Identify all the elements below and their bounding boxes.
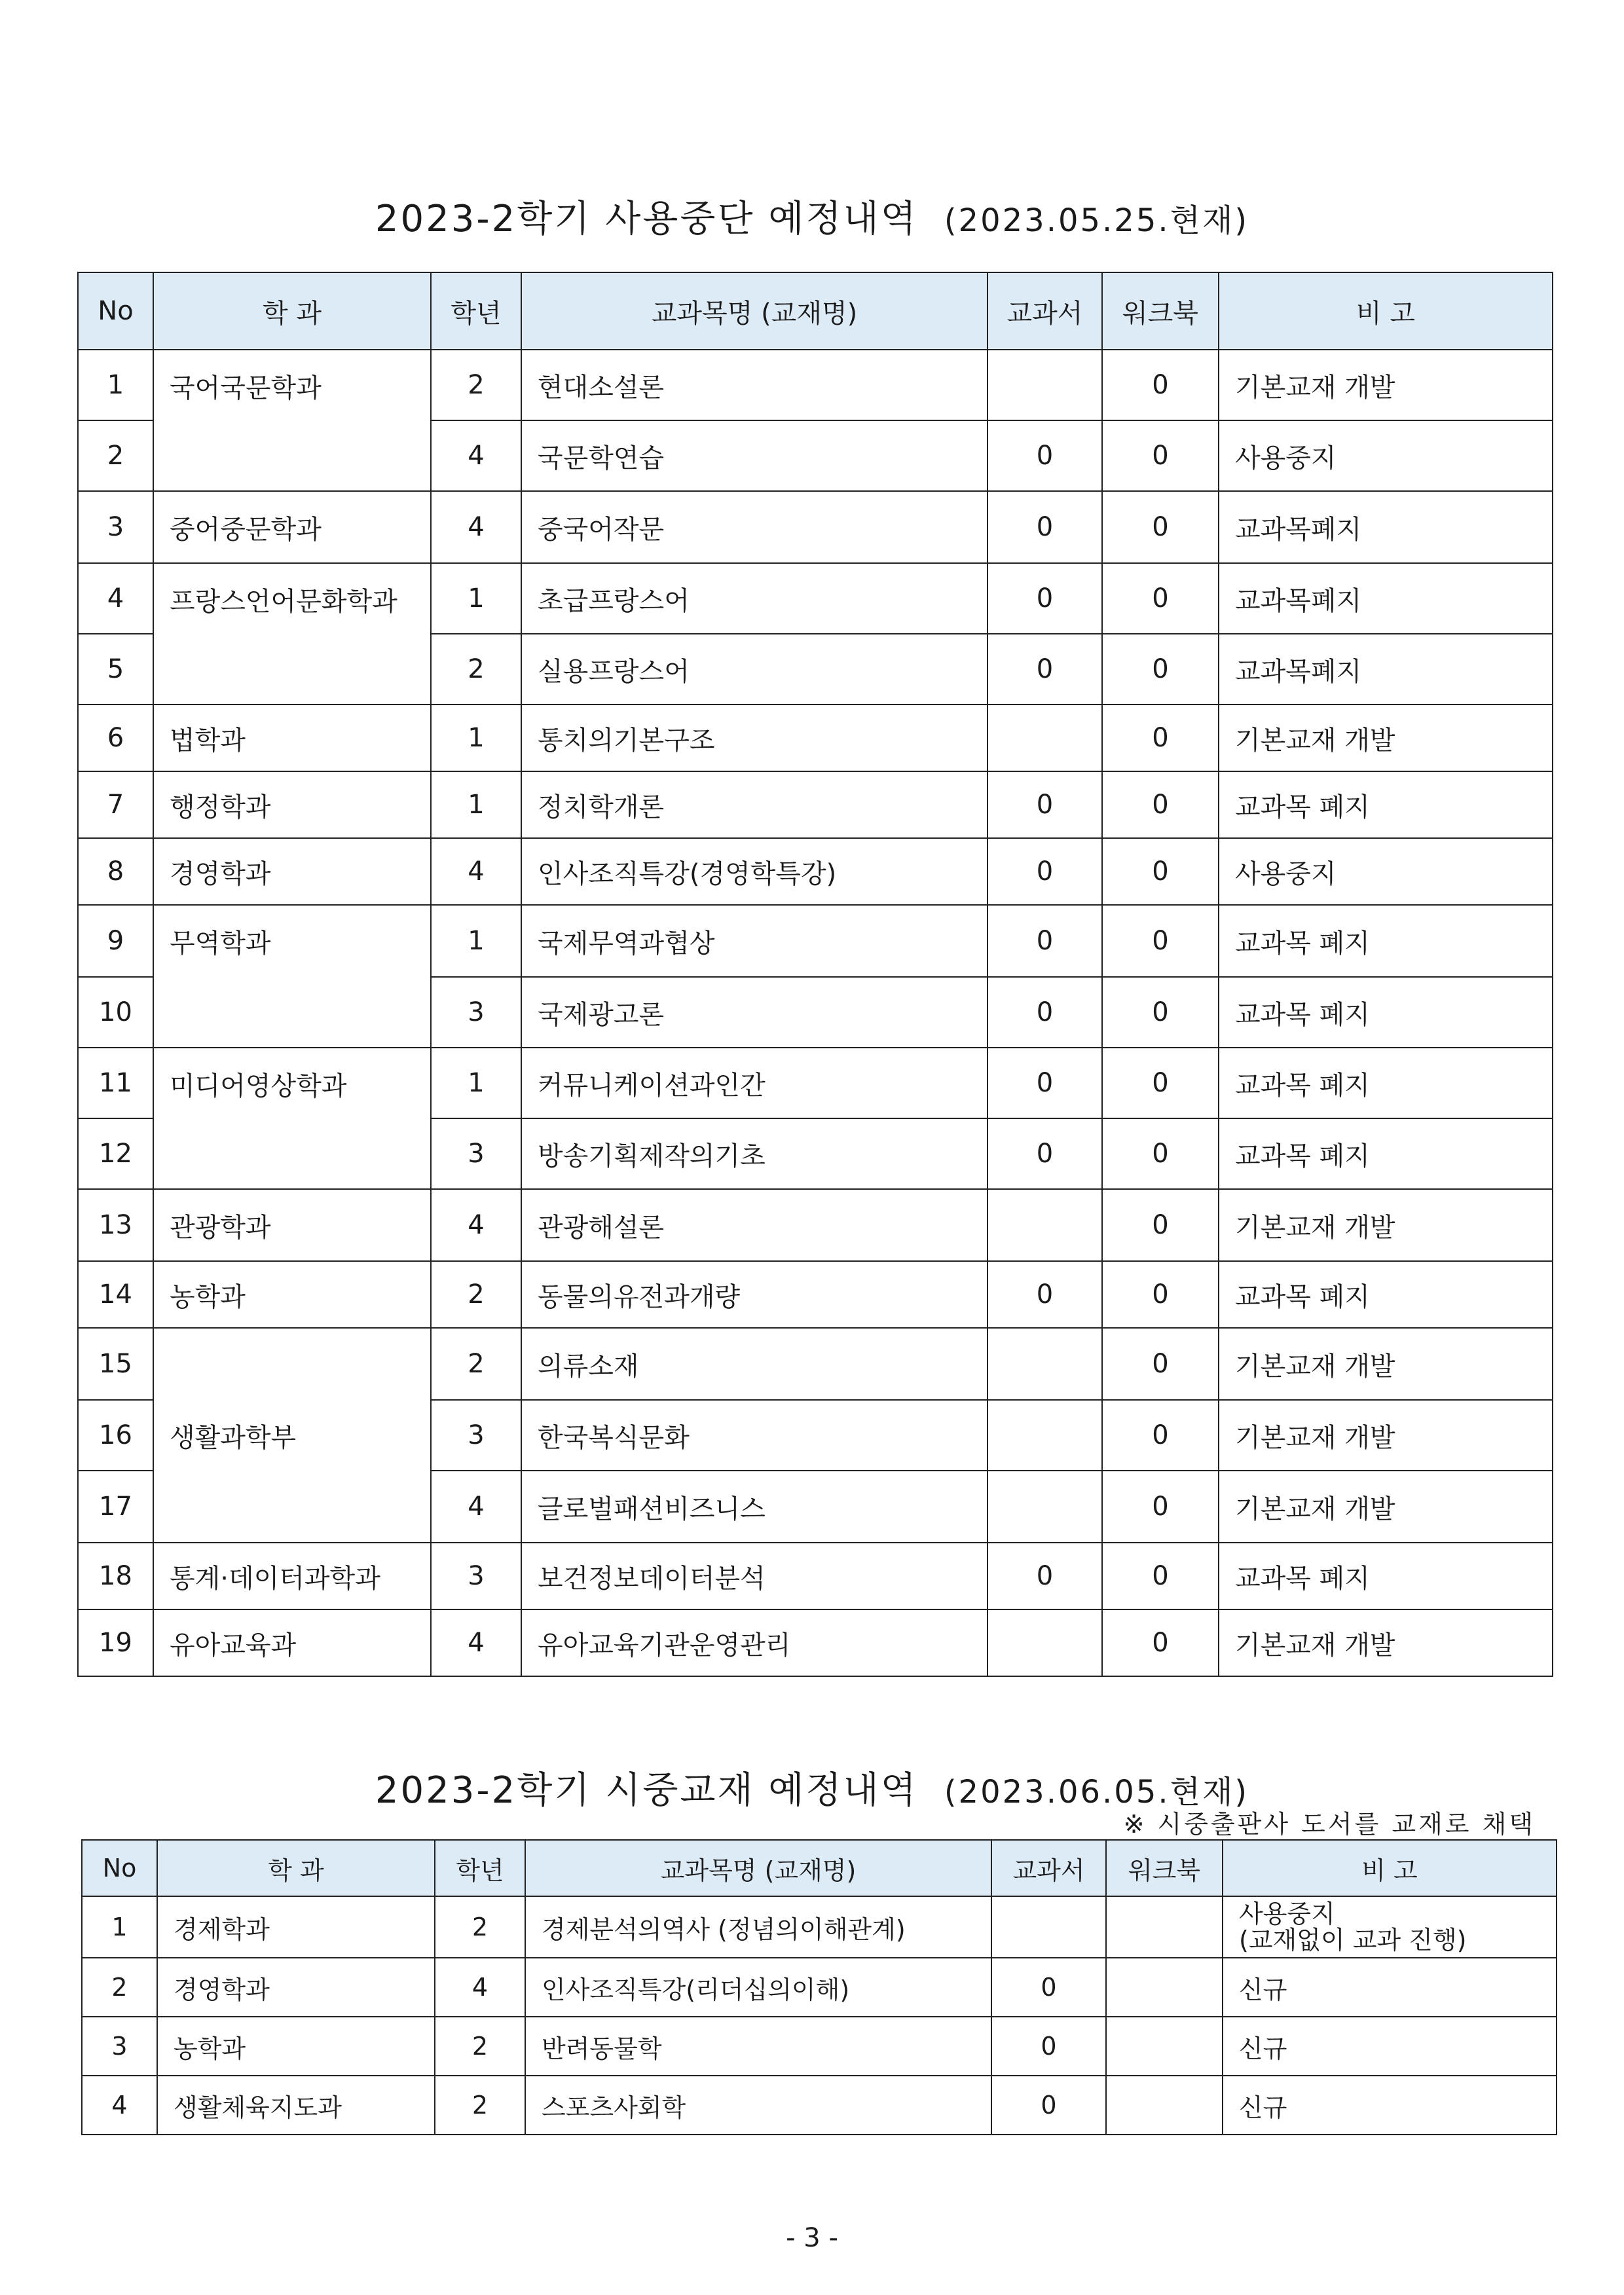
page-number: - 3 - (786, 2223, 838, 2253)
row-dept: 관광학과 (153, 1189, 431, 1261)
table-row (78, 350, 1553, 420)
row-note: 교과목 폐지 (1219, 1261, 1553, 1328)
row-textbook (987, 350, 1102, 420)
table-row (82, 2017, 1557, 2076)
row-note: 신규 (1223, 1958, 1557, 2017)
row-note: 기본교재 개발 (1219, 1609, 1553, 1676)
row-course: 커뮤니케이션과인간 (521, 1048, 987, 1118)
row-year: 4 (431, 420, 521, 491)
row-year: 3 (431, 977, 521, 1048)
table-row (78, 905, 1553, 977)
table-row (78, 1609, 1553, 1676)
row-workbook: 0 (1102, 1189, 1219, 1261)
row-note: 교과목 폐지 (1219, 1048, 1553, 1118)
header-no: No (82, 1840, 157, 1896)
table-row (78, 1189, 1553, 1261)
row-note: 교과목 폐지 (1219, 1118, 1553, 1189)
row-dept: 법학과 (153, 705, 431, 771)
row-workbook: 0 (1102, 977, 1219, 1048)
row-year: 3 (431, 1118, 521, 1189)
row-no: 6 (78, 705, 153, 771)
row-note: 교과목폐지 (1219, 563, 1553, 634)
row-year: 1 (431, 563, 521, 634)
table-row (82, 1958, 1557, 2017)
row-course: 한국복식문화 (521, 1400, 987, 1471)
table-row (82, 1896, 1557, 1958)
row-dept: 경영학과 (153, 838, 431, 905)
row-textbook: 0 (987, 563, 1102, 634)
row-no: 15 (78, 1328, 153, 1400)
row-dept: 중어중문학과 (153, 491, 431, 563)
row-year: 1 (431, 1048, 521, 1118)
row-year: 2 (435, 2076, 525, 2135)
table-row (78, 771, 1553, 838)
row-workbook (1106, 1958, 1223, 2017)
row-textbook: 0 (987, 1118, 1102, 1189)
row-year: 1 (431, 705, 521, 771)
header-year: 학년 (435, 1840, 525, 1896)
row-course: 인사조직특강(리더십의이해) (525, 1958, 991, 2017)
section1-date: (2023.05.25.현재) (944, 202, 1249, 239)
row-workbook: 0 (1102, 1118, 1219, 1189)
section2-date: (2023.06.05.현재) (944, 1774, 1249, 1810)
table-row (78, 563, 1553, 634)
row-no: 1 (82, 1896, 157, 1958)
row-course: 인사조직특강(경영학특강) (521, 838, 987, 905)
row-year: 4 (431, 838, 521, 905)
row-workbook: 0 (1102, 350, 1219, 420)
row-year: 2 (435, 1896, 525, 1958)
row-no: 2 (82, 1958, 157, 2017)
header-workbook: 워크북 (1102, 272, 1219, 350)
row-note: 교과목 폐지 (1219, 771, 1553, 838)
discontinued-table (77, 272, 1553, 1677)
row-textbook: 0 (987, 1543, 1102, 1609)
header-dept: 학 과 (157, 1840, 435, 1896)
row-workbook: 0 (1102, 634, 1219, 705)
row-textbook: 0 (987, 771, 1102, 838)
row-no: 16 (78, 1400, 153, 1471)
row-textbook: 0 (987, 634, 1102, 705)
row-note: 신규 (1223, 2017, 1557, 2076)
row-workbook: 0 (1102, 491, 1219, 563)
header-course: 교과목명 (교재명) (525, 1840, 991, 1896)
row-note: 기본교재 개발 (1219, 1189, 1553, 1261)
header-textbook: 교과서 (991, 1840, 1106, 1896)
table-header-row (78, 272, 1553, 350)
row-no: 3 (82, 2017, 157, 2076)
row-note (1223, 1896, 1557, 1958)
row-note: 교과목폐지 (1219, 634, 1553, 705)
row-year: 3 (431, 1400, 521, 1471)
row-dept: 미디어영상학과 (153, 1048, 431, 1189)
row-year: 3 (431, 1543, 521, 1609)
row-workbook: 0 (1102, 1609, 1219, 1676)
row-course: 중국어작문 (521, 491, 987, 563)
row-no: 7 (78, 771, 153, 838)
header-no: No (78, 272, 153, 350)
row-no: 2 (78, 420, 153, 491)
table-row (78, 705, 1553, 771)
row-workbook: 0 (1102, 905, 1219, 977)
row-dept: 생활체육지도과 (157, 2076, 435, 2135)
row-textbook: 0 (991, 1958, 1106, 2017)
row-no: 17 (78, 1471, 153, 1543)
row-note: 기본교재 개발 (1219, 1328, 1553, 1400)
row-note-line1: 사용중지 (1239, 1900, 1335, 1928)
row-workbook (1106, 2017, 1223, 2076)
header-textbook: 교과서 (987, 272, 1102, 350)
row-course: 관광해설론 (521, 1189, 987, 1261)
row-workbook: 0 (1102, 1261, 1219, 1328)
row-note: 사용중지 (1219, 838, 1553, 905)
row-no: 10 (78, 977, 153, 1048)
row-dept (153, 1328, 431, 1543)
row-no: 5 (78, 634, 153, 705)
row-note: 기본교재 개발 (1219, 1400, 1553, 1471)
header-workbook: 워크북 (1106, 1840, 1223, 1896)
row-no: 12 (78, 1118, 153, 1189)
table-row (82, 2076, 1557, 2135)
row-year: 2 (431, 1328, 521, 1400)
row-dept: 행정학과 (153, 771, 431, 838)
row-year: 2 (435, 2017, 525, 2076)
row-note: 교과목 폐지 (1219, 977, 1553, 1048)
section1-title-text: 2023-2학기 사용중단 예정내역 (375, 198, 918, 240)
row-workbook: 0 (1102, 420, 1219, 491)
row-textbook (987, 1400, 1102, 1471)
row-course: 초급프랑스어 (521, 563, 987, 634)
header-course: 교과목명 (교재명) (521, 272, 987, 350)
row-note: 기본교재 개발 (1219, 705, 1553, 771)
table-header-row (82, 1840, 1557, 1896)
row-textbook: 0 (987, 977, 1102, 1048)
row-course: 실용프랑스어 (521, 634, 987, 705)
row-course: 방송기획제작의기초 (521, 1118, 987, 1189)
row-dept: 농학과 (157, 2017, 435, 2076)
row-no: 4 (78, 563, 153, 634)
row-course: 글로벌패션비즈니스 (521, 1471, 987, 1543)
row-no: 3 (78, 491, 153, 563)
row-dept: 경영학과 (157, 1958, 435, 2017)
row-no: 8 (78, 838, 153, 905)
row-course: 국제무역과협상 (521, 905, 987, 977)
row-year: 2 (431, 634, 521, 705)
section1-title (0, 190, 1624, 242)
row-textbook (987, 1609, 1102, 1676)
row-course: 현대소설론 (521, 350, 987, 420)
section2-title-text: 2023-2학기 시중교재 예정내역 (375, 1769, 918, 1812)
row-no: 14 (78, 1261, 153, 1328)
table-row (78, 1261, 1553, 1328)
row-year: 2 (431, 1261, 521, 1328)
row-course: 정치학개론 (521, 771, 987, 838)
row-workbook (1106, 1896, 1223, 1958)
row-workbook: 0 (1102, 838, 1219, 905)
row-note: 교과목 폐지 (1219, 905, 1553, 977)
merged-dept-label: 생활과학부 (170, 1422, 297, 1453)
row-workbook: 0 (1102, 1471, 1219, 1543)
row-workbook: 0 (1102, 1400, 1219, 1471)
row-no: 13 (78, 1189, 153, 1261)
row-workbook: 0 (1102, 771, 1219, 838)
row-dept: 경제학과 (157, 1896, 435, 1958)
row-note: 신규 (1223, 2076, 1557, 2135)
header-note: 비 고 (1223, 1840, 1557, 1896)
row-textbook (991, 1896, 1106, 1958)
row-year: 4 (431, 1471, 521, 1543)
table-row (78, 1048, 1553, 1118)
row-textbook: 0 (991, 2017, 1106, 2076)
row-no: 4 (82, 2076, 157, 2135)
row-course: 보건정보데이터분석 (521, 1543, 987, 1609)
row-course: 국제광고론 (521, 977, 987, 1048)
row-course: 의류소재 (521, 1328, 987, 1400)
row-year: 4 (435, 1958, 525, 2017)
row-dept: 농학과 (153, 1261, 431, 1328)
row-course: 경제분석의역사 (정념의이해관계) (525, 1896, 991, 1958)
header-year: 학년 (431, 272, 521, 350)
row-no: 18 (78, 1543, 153, 1609)
row-textbook: 0 (987, 491, 1102, 563)
row-no: 11 (78, 1048, 153, 1118)
row-year: 2 (431, 350, 521, 420)
row-no: 19 (78, 1609, 153, 1676)
commercial-textbook-table (81, 1839, 1557, 2135)
row-textbook (987, 1328, 1102, 1400)
row-textbook (987, 1471, 1102, 1543)
section2-note: ※ 시중출판사 도서를 교재로 채택 (1123, 1810, 1536, 1839)
table-row (78, 1543, 1553, 1609)
row-course: 통치의기본구조 (521, 705, 987, 771)
row-textbook (987, 705, 1102, 771)
row-workbook (1106, 2076, 1223, 2135)
row-course: 국문학연습 (521, 420, 987, 491)
row-no: 1 (78, 350, 153, 420)
row-year: 1 (431, 771, 521, 838)
row-textbook: 0 (987, 905, 1102, 977)
row-year: 4 (431, 1189, 521, 1261)
row-dept: 무역학과 (153, 905, 431, 1048)
row-course: 스포츠사회학 (525, 2076, 991, 2135)
row-note: 기본교재 개발 (1219, 1471, 1553, 1543)
row-note: 교과목폐지 (1219, 491, 1553, 563)
row-year: 4 (431, 491, 521, 563)
row-textbook: 0 (987, 1261, 1102, 1328)
header-note: 비 고 (1219, 272, 1553, 350)
row-no: 9 (78, 905, 153, 977)
table-row (78, 1328, 1553, 1400)
row-dept: 통계·데이터과학과 (153, 1543, 431, 1609)
row-course: 유아교육기관운영관리 (521, 1609, 987, 1676)
row-year: 1 (431, 905, 521, 977)
row-textbook (987, 1189, 1102, 1261)
row-textbook: 0 (987, 420, 1102, 491)
row-dept: 유아교육과 (153, 1609, 431, 1676)
row-workbook: 0 (1102, 705, 1219, 771)
row-workbook: 0 (1102, 1328, 1219, 1400)
table-row (78, 491, 1553, 563)
row-note: 교과목 폐지 (1219, 1543, 1553, 1609)
row-course: 반려동물학 (525, 2017, 991, 2076)
row-textbook: 0 (991, 2076, 1106, 2135)
row-note-line2: (교재없이 교과 진행) (1239, 1926, 1467, 1955)
row-workbook: 0 (1102, 563, 1219, 634)
row-textbook: 0 (987, 1048, 1102, 1118)
row-note: 사용중지 (1219, 420, 1553, 491)
row-year: 4 (431, 1609, 521, 1676)
header-dept: 학 과 (153, 272, 431, 350)
row-dept: 프랑스언어문화학과 (153, 563, 431, 705)
row-note: 기본교재 개발 (1219, 350, 1553, 420)
row-workbook: 0 (1102, 1543, 1219, 1609)
row-dept: 국어국문학과 (153, 350, 431, 491)
table-row (78, 838, 1553, 905)
row-textbook: 0 (987, 838, 1102, 905)
row-course: 동물의유전과개량 (521, 1261, 987, 1328)
row-workbook: 0 (1102, 1048, 1219, 1118)
